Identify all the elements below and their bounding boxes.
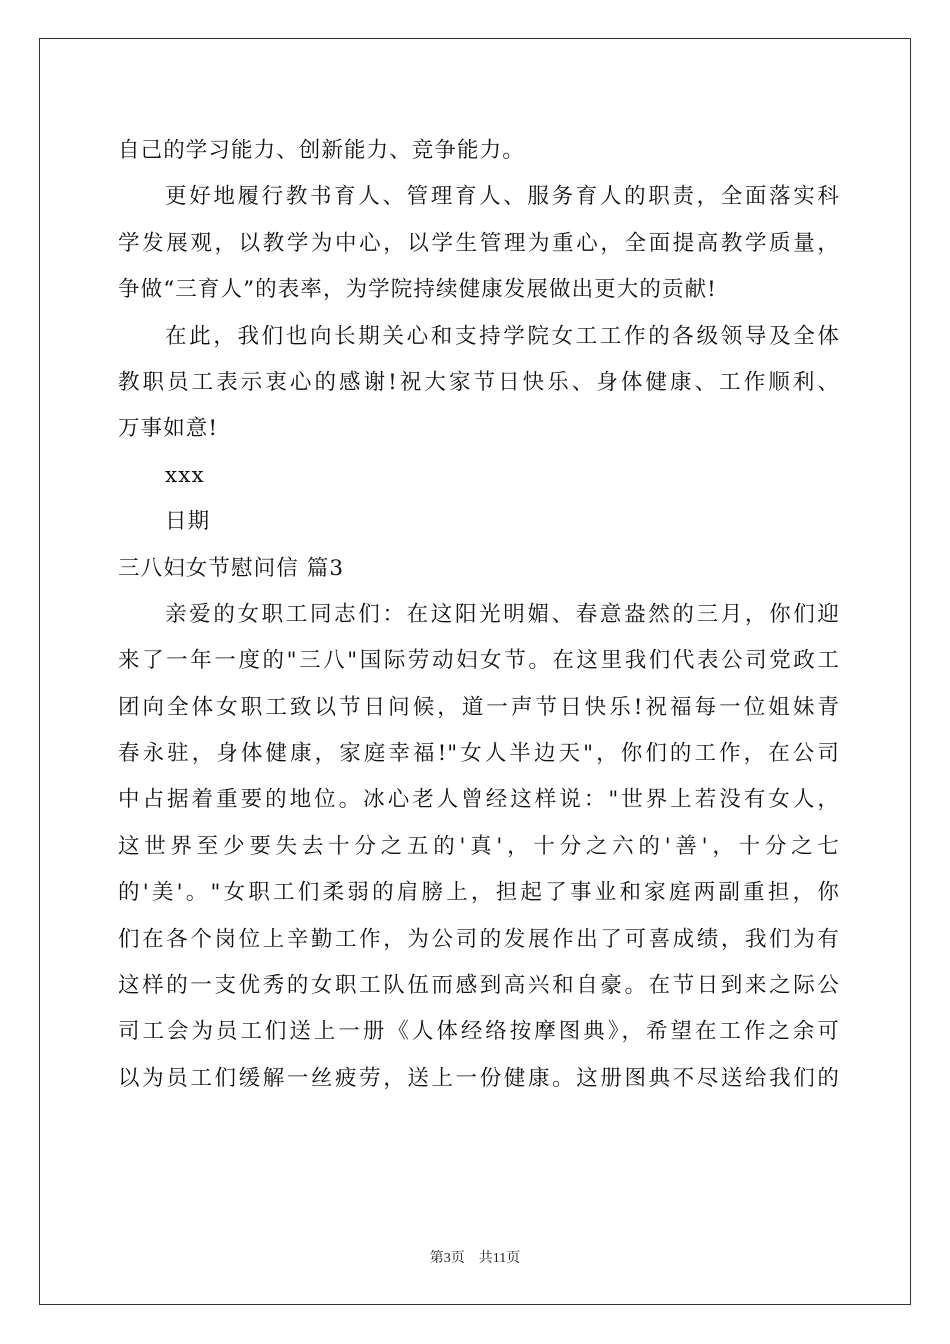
text-line: 团向全体女职工致以节日问候，道一声节日快乐!祝福每一位姐妹青 bbox=[118, 694, 840, 720]
text-line: 教职员工表示衷心的感谢!祝大家节日快乐、身体健康、工作顺利、 bbox=[118, 369, 840, 395]
text-line: 自己的学习能力、创新能力、竞争能力。 bbox=[118, 138, 525, 163]
page-total: 共11页 bbox=[478, 1251, 521, 1266]
paragraph-start-line: 更好地履行教书育人、管理育人、服务育人的职责，全面落实科 bbox=[165, 184, 840, 210]
section-heading: 三八妇女节慰问信 篇3 bbox=[118, 555, 345, 581]
text-line: 万事如意! bbox=[118, 416, 219, 442]
page-number: 第3页 bbox=[429, 1251, 465, 1266]
text-line: 这世界至少要失去十分之五的'真'，十分之六的'善'，十分之七 bbox=[118, 833, 840, 859]
paragraph-start-line: 在此，我们也向长期关心和支持学院女工工作的各级领导及全体 bbox=[165, 323, 840, 349]
text-line: 这样的一支优秀的女职工队伍而感到高兴和自豪。在节日到来之际公 bbox=[118, 973, 840, 999]
signature-date: 日期 bbox=[165, 509, 211, 535]
signature-name: xxx bbox=[165, 462, 205, 488]
text-line: 的'美'。"女职工们柔弱的肩膀上，担起了事业和家庭两副重担，你 bbox=[118, 880, 840, 906]
paragraph-start-line: 亲爱的女职工同志们：在这阳光明媚、春意盎然的三月，你们迎 bbox=[165, 601, 840, 627]
text-line: 以为员工们缓解一丝疲劳，送上一份健康。这册图典不尽送给我们的 bbox=[118, 1065, 840, 1091]
page-footer bbox=[0, 1247, 950, 1267]
text-line: 们在各个岗位上辛勤工作，为公司的发展作出了可喜成绩，我们为有 bbox=[118, 926, 840, 952]
text-line: 春永驻，身体健康，家庭幸福!"女人半边天"，你们的工作，在公司 bbox=[118, 741, 840, 767]
text-line: 争做“三育人”的表率，为学院持续健康发展做出更大的贡献! bbox=[118, 277, 717, 303]
text-line: 学发展观，以教学为中心，以学生管理为重心，全面提高教学质量， bbox=[118, 230, 840, 256]
document-body bbox=[118, 128, 840, 1102]
text-line: 中占据着重要的地位。冰心老人曾经这样说："世界上若没有女人， bbox=[118, 787, 840, 813]
text-line: 司工会为员工们送上一册《人体经络按摩图典》，希望在工作之余可 bbox=[118, 1019, 840, 1045]
text-line: 来了一年一度的"三八"国际劳动妇女节。在这里我们代表公司党政工 bbox=[118, 648, 840, 674]
